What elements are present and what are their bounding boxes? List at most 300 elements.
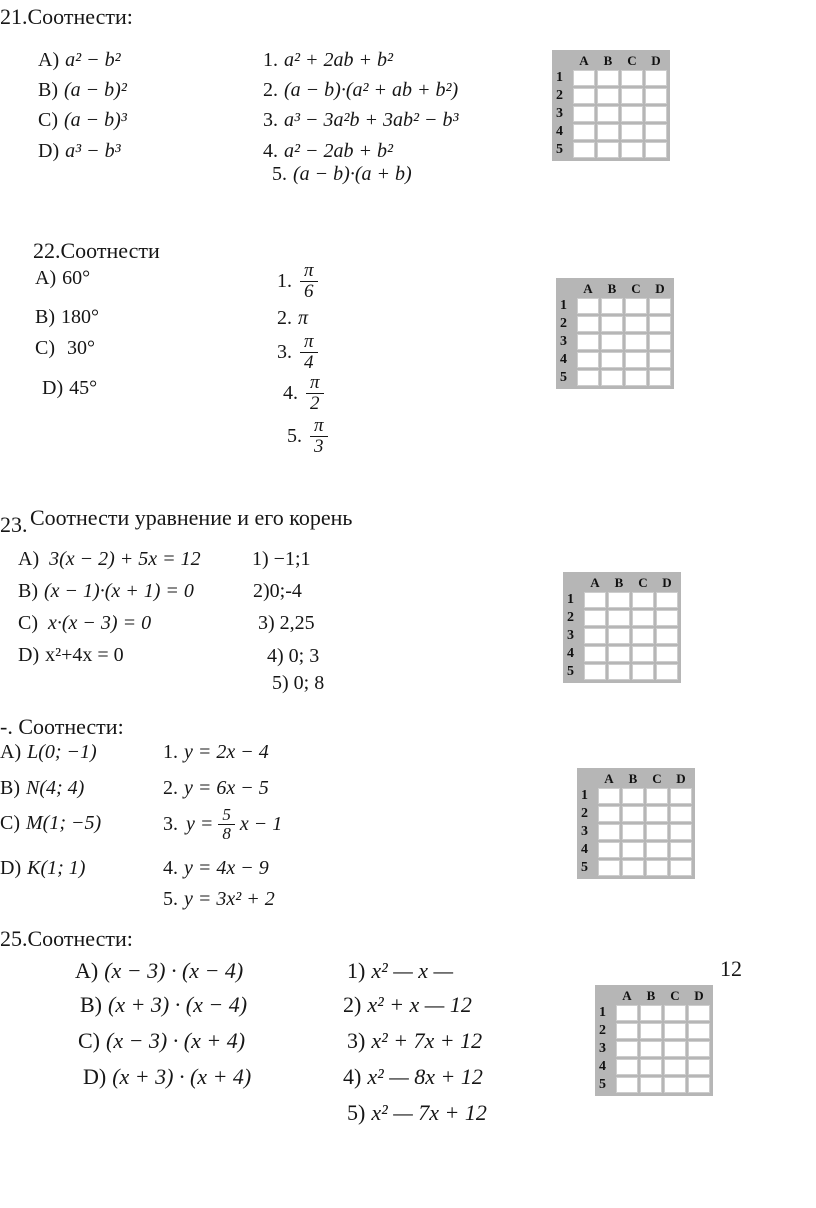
option-label: B) (0, 777, 20, 799)
item-label: 5. (287, 425, 302, 448)
grid-cell[interactable] (573, 106, 595, 122)
item-expression: y = 6x − 5 (184, 777, 269, 799)
grid-col-header: B (628, 770, 638, 786)
grid-cell[interactable] (598, 806, 620, 822)
item-expression: x² — 8x + 12 (367, 1064, 483, 1089)
ex24-item-4 (163, 856, 269, 880)
option-expression: (x − 3) · (x − 4) (104, 958, 244, 983)
grid-cell[interactable] (670, 842, 692, 858)
ex25-item-1-overflow: 12 (720, 956, 742, 981)
item-label: 2. (263, 79, 278, 101)
option-label: B) (80, 992, 102, 1017)
item-value: 0;-4 (269, 580, 302, 602)
grid-cell[interactable] (608, 664, 630, 680)
grid-row (565, 645, 679, 663)
grid-col-header: C (670, 987, 680, 1003)
item-label: 3) (258, 612, 275, 634)
ex21-option-b (38, 78, 127, 102)
grid-col-header: D (694, 987, 704, 1003)
grid-cell[interactable] (622, 788, 644, 804)
grid-row-header: 3 (560, 334, 567, 349)
option-value: 180° (61, 306, 99, 328)
grid-cell[interactable] (649, 316, 671, 332)
ex23-item-1 (252, 547, 311, 571)
grid-cell[interactable] (632, 628, 654, 644)
grid-cell[interactable] (649, 370, 671, 386)
answer-grid-24 (577, 768, 695, 879)
item-label: 2. (277, 307, 292, 329)
grid-row-header: 2 (567, 610, 574, 625)
ex25-option-b (80, 992, 247, 1018)
item-label: 4. (163, 857, 178, 879)
grid-cell[interactable] (622, 842, 644, 858)
ex25-option-a (75, 958, 243, 984)
grid-cell[interactable] (601, 298, 623, 314)
grid-cell[interactable] (616, 1005, 638, 1021)
ex24-option-a (0, 740, 97, 764)
item-label: 1. (163, 741, 178, 763)
grid-cell[interactable] (584, 610, 606, 626)
item-expression: (a − b)·(a² + ab + b²) (284, 79, 459, 101)
grid-row-header: 3 (599, 1041, 606, 1056)
ex23-item-2 (253, 579, 302, 603)
ex24-item-2 (163, 776, 269, 800)
grid-cell[interactable] (625, 316, 647, 332)
grid-cell[interactable] (645, 106, 667, 122)
grid-cell[interactable] (670, 860, 692, 876)
grid-row (565, 609, 679, 627)
ex24-item-1 (163, 740, 269, 764)
ex21-item-4 (263, 139, 393, 163)
ex21-item-2 (263, 78, 458, 102)
grid-cell[interactable] (616, 1023, 638, 1039)
grid-cell[interactable] (597, 106, 619, 122)
item-label: 3. (263, 109, 278, 131)
grid-cell[interactable] (601, 334, 623, 350)
grid-row (558, 315, 672, 333)
exercise-23-title: Соотнести уравнение и его корень (30, 505, 353, 530)
grid-cell[interactable] (608, 628, 630, 644)
item-expression: x² + 7x + 12 (371, 1028, 483, 1053)
grid-col-header: D (655, 280, 665, 296)
grid-col-header: A (622, 987, 632, 1003)
option-expression: (a − b)³ (64, 109, 127, 131)
option-label: D) (42, 377, 64, 399)
grid-row (597, 1004, 711, 1022)
grid-row-header: 4 (581, 842, 588, 857)
grid-cell[interactable] (625, 370, 647, 386)
grid-row-header: 1 (567, 592, 574, 607)
grid-cell[interactable] (632, 664, 654, 680)
item-expression: x² — 7x + 12 (371, 1100, 487, 1125)
option-point: K(1; 1) (27, 857, 86, 879)
grid-row (565, 663, 679, 681)
item-expression: y = 4x − 9 (184, 857, 269, 879)
option-point: L(0; −1) (27, 741, 97, 763)
grid-cell[interactable] (656, 610, 678, 626)
grid-row (579, 841, 693, 859)
option-value: 45° (69, 377, 98, 399)
grid-cell[interactable] (573, 88, 595, 104)
grid-row-header: 2 (599, 1023, 606, 1038)
grid-cell[interactable] (577, 370, 599, 386)
exercise-25-title: 25.Соотнести: (0, 926, 133, 951)
ex22-option-d (42, 376, 97, 400)
item-label: 1. (263, 49, 278, 71)
grid-cell[interactable] (577, 334, 599, 350)
grid-col-header: C (652, 770, 662, 786)
grid-row-header: 1 (556, 70, 563, 85)
grid-cell[interactable] (616, 1041, 638, 1057)
ex25-option-c (78, 1028, 245, 1054)
grid-header-row (597, 987, 711, 1004)
ex23-option-c (18, 611, 151, 635)
option-value: 60° (62, 267, 91, 289)
grid-row-header: 4 (560, 352, 567, 367)
ex25-item-1 (347, 958, 453, 984)
grid-row (565, 627, 679, 645)
grid-cell[interactable] (646, 860, 668, 876)
grid-cell[interactable] (597, 70, 619, 86)
grid-row-header: 2 (581, 806, 588, 821)
grid-col-header: B (614, 574, 624, 590)
grid-cell[interactable] (664, 1023, 686, 1039)
grid-cell[interactable] (621, 124, 643, 140)
grid-cell[interactable] (584, 646, 606, 662)
grid-cell[interactable] (664, 1077, 686, 1093)
ex23-option-a (18, 547, 201, 571)
answer-grid-25 (595, 985, 713, 1096)
grid-row-header: 4 (599, 1059, 606, 1074)
option-label: C) (38, 109, 58, 131)
grid-cell[interactable] (632, 610, 654, 626)
grid-cell[interactable] (656, 592, 678, 608)
grid-cell[interactable] (649, 334, 671, 350)
grid-cell[interactable] (646, 842, 668, 858)
grid-cell[interactable] (688, 1005, 710, 1021)
option-point: N(4; 4) (26, 777, 85, 799)
item-label: 4) (343, 1064, 362, 1089)
grid-row-header: 3 (556, 106, 563, 121)
item-label: 1. (277, 270, 292, 293)
grid-cell[interactable] (616, 1077, 638, 1093)
option-expression: (x + 3) · (x + 4) (112, 1064, 252, 1089)
option-label: B) (38, 79, 58, 101)
grid-cell[interactable] (656, 646, 678, 662)
item-expression: y = 2x − 4 (184, 741, 269, 763)
grid-cell[interactable] (640, 1023, 662, 1039)
item-label: 5) (272, 672, 289, 694)
grid-cell[interactable] (656, 664, 678, 680)
item-value: π (298, 307, 309, 329)
grid-row-header: 5 (581, 860, 588, 875)
grid-row-header: 5 (567, 664, 574, 679)
grid-cell[interactable] (625, 352, 647, 368)
grid-cell[interactable] (621, 88, 643, 104)
grid-cell[interactable] (601, 370, 623, 386)
option-expression: (x − 3) · (x + 4) (106, 1028, 246, 1053)
ex21-item-5 (272, 162, 412, 186)
grid-cell[interactable] (670, 788, 692, 804)
grid-row (554, 69, 668, 87)
fraction: $\frac{5}{8}$ (218, 806, 235, 843)
ex22-option-b (35, 305, 99, 329)
option-label: A) (18, 548, 40, 570)
grid-cell[interactable] (577, 316, 599, 332)
grid-cell[interactable] (688, 1059, 710, 1075)
exercise-21-title: 21.Соотнести: (0, 4, 133, 29)
option-label: A) (38, 49, 60, 71)
grid-cell[interactable] (645, 88, 667, 104)
grid-row (597, 1058, 711, 1076)
answer-grid-21 (552, 50, 670, 161)
item-expression: x² — x — (371, 958, 454, 983)
grid-cell[interactable] (598, 860, 620, 876)
grid-cell[interactable] (597, 124, 619, 140)
ex23-item-3 (258, 611, 315, 635)
grid-cell[interactable] (598, 842, 620, 858)
exercise-22-title: 22.Соотнести (33, 238, 160, 263)
ex22-item-3 (277, 332, 318, 373)
grid-cell[interactable] (640, 1059, 662, 1075)
ex22-option-c (35, 336, 95, 360)
ex25-item-4 (343, 1064, 483, 1090)
item-expression: y = 3x² + 2 (184, 888, 275, 910)
grid-cell[interactable] (577, 298, 599, 314)
grid-cell[interactable] (608, 646, 630, 662)
grid-cell[interactable] (597, 142, 619, 158)
item-expression: a² − 2ab + b² (284, 140, 393, 162)
grid-cell[interactable] (622, 860, 644, 876)
grid-cell[interactable] (649, 298, 671, 314)
grid-cell[interactable] (646, 788, 668, 804)
item-expression: x² + x — 12 (367, 992, 472, 1017)
item-expression: (a − b)·(a + b) (293, 163, 412, 185)
option-label: C) (78, 1028, 100, 1053)
grid-cell[interactable] (645, 142, 667, 158)
grid-row (558, 369, 672, 387)
grid-row (554, 141, 668, 159)
item-expression-post: x − 1 (239, 813, 283, 836)
grid-cell[interactable] (646, 806, 668, 822)
option-expression: (x − 1)·(x + 1) = 0 (44, 580, 194, 602)
ex21-option-a (38, 48, 121, 72)
item-value: 0; 8 (288, 672, 325, 694)
ex21-item-1 (263, 48, 393, 72)
answer-grid-23 (563, 572, 681, 683)
ex25-item-5 (347, 1100, 487, 1126)
grid-cell[interactable] (625, 334, 647, 350)
option-label: C) (35, 337, 55, 359)
grid-cell[interactable] (601, 352, 623, 368)
ex22-item-4 (283, 373, 324, 414)
grid-col-header: B (603, 52, 613, 68)
grid-col-header: A (579, 52, 589, 68)
ex22-item-1 (277, 261, 318, 302)
grid-header-row (565, 574, 679, 591)
grid-cell[interactable] (584, 592, 606, 608)
option-label: D) (0, 857, 22, 879)
grid-cell[interactable] (622, 824, 644, 840)
ex24-item-5 (163, 887, 275, 911)
ex25-option-d (83, 1064, 251, 1090)
grid-row (554, 105, 668, 123)
grid-col-header: B (607, 280, 617, 296)
grid-cell[interactable] (608, 592, 630, 608)
fraction: $\frac{\pi}{4}$ (300, 332, 318, 373)
item-label: 4) (267, 645, 284, 667)
ex21-option-c (38, 108, 127, 132)
item-expression: a² + 2ab + b² (284, 49, 393, 71)
item-label: 1) (252, 548, 269, 570)
grid-cell[interactable] (616, 1059, 638, 1075)
item-label: 2) (343, 992, 362, 1017)
option-expression: a³ − b³ (65, 140, 121, 162)
grid-row-header: 5 (556, 142, 563, 157)
item-label: 5) (347, 1100, 366, 1125)
grid-cell[interactable] (640, 1077, 662, 1093)
grid-cell[interactable] (688, 1077, 710, 1093)
option-expression: x²+4x = 0 (45, 644, 124, 666)
grid-cell[interactable] (622, 806, 644, 822)
grid-cell[interactable] (688, 1023, 710, 1039)
option-expression: a² − b² (65, 49, 121, 71)
grid-row (579, 805, 693, 823)
ex22-item-5 (287, 416, 328, 457)
item-expression: a³ − 3a²b + 3ab² − b³ (284, 109, 459, 131)
option-expression: (a − b)² (64, 79, 127, 101)
ex23-option-d (18, 643, 124, 667)
grid-col-header: B (646, 987, 656, 1003)
grid-cell[interactable] (573, 70, 595, 86)
option-expression: (x + 3) · (x − 4) (108, 992, 248, 1017)
item-label: 5. (163, 888, 178, 910)
grid-row (597, 1076, 711, 1094)
grid-cell[interactable] (621, 106, 643, 122)
grid-cell[interactable] (621, 70, 643, 86)
grid-row (554, 87, 668, 105)
grid-row-header: 2 (560, 316, 567, 331)
grid-header-row (554, 52, 668, 69)
grid-cell[interactable] (670, 806, 692, 822)
item-value: 2,25 (274, 612, 315, 634)
ex22-item-2 (277, 306, 308, 330)
grid-cell[interactable] (670, 824, 692, 840)
grid-cell[interactable] (688, 1041, 710, 1057)
answer-grid-22 (556, 278, 674, 389)
grid-cell[interactable] (584, 628, 606, 644)
grid-cell[interactable] (601, 316, 623, 332)
grid-header-row (558, 280, 672, 297)
grid-cell[interactable] (640, 1005, 662, 1021)
grid-col-header: C (627, 52, 637, 68)
option-label: B) (35, 306, 55, 328)
option-label: C) (0, 812, 20, 834)
grid-col-header: D (651, 52, 661, 68)
option-label: A) (35, 267, 57, 289)
exercise-23-number: 23. (0, 512, 28, 537)
grid-cell[interactable] (584, 664, 606, 680)
option-expression: 3(x − 2) + 5x = 12 (49, 548, 201, 570)
item-label: 2. (163, 777, 178, 799)
grid-cell[interactable] (621, 142, 643, 158)
ex23-item-5 (272, 671, 324, 695)
ex25-item-3 (347, 1028, 482, 1054)
option-label: C) (18, 612, 38, 634)
grid-cell[interactable] (640, 1041, 662, 1057)
grid-cell[interactable] (664, 1059, 686, 1075)
grid-cell[interactable] (608, 610, 630, 626)
ex21-option-d (38, 139, 121, 163)
grid-row-header: 1 (581, 788, 588, 803)
item-label: 5. (272, 163, 287, 185)
grid-cell[interactable] (649, 352, 671, 368)
fraction: $\frac{\pi}{2}$ (306, 373, 324, 414)
option-label: D) (18, 644, 40, 666)
grid-cell[interactable] (597, 88, 619, 104)
item-expression-pre: y = (186, 813, 214, 836)
grid-header-row (579, 770, 693, 787)
grid-cell[interactable] (646, 824, 668, 840)
ex24-option-d (0, 856, 85, 880)
grid-cell[interactable] (656, 628, 678, 644)
grid-cell[interactable] (632, 646, 654, 662)
grid-cell[interactable] (573, 142, 595, 158)
grid-row-header: 5 (599, 1077, 606, 1092)
ex24-option-c (0, 811, 101, 835)
grid-row-header: 5 (560, 370, 567, 385)
exercise-24-title: -. Соотнести: (0, 714, 124, 739)
option-label: A) (0, 741, 22, 763)
item-label: 4. (283, 382, 298, 405)
item-label: 1) (347, 958, 366, 983)
grid-cell[interactable] (664, 1041, 686, 1057)
grid-cell[interactable] (598, 788, 620, 804)
grid-col-header: A (590, 574, 600, 590)
ex22-option-a (35, 266, 90, 290)
grid-cell[interactable] (632, 592, 654, 608)
grid-row (558, 297, 672, 315)
grid-cell[interactable] (598, 824, 620, 840)
item-label: 3. (163, 813, 178, 836)
grid-row (579, 859, 693, 877)
grid-cell[interactable] (645, 70, 667, 86)
ex25-item-2 (343, 992, 472, 1018)
grid-col-header: C (638, 574, 648, 590)
ex21-item-3 (263, 108, 458, 132)
grid-row (565, 591, 679, 609)
option-label: B) (18, 580, 38, 602)
ex23-item-4 (267, 644, 319, 668)
option-expression: x·(x − 3) = 0 (48, 612, 152, 634)
option-label: D) (38, 140, 60, 162)
option-label: D) (83, 1064, 107, 1089)
grid-row (579, 823, 693, 841)
grid-cell[interactable] (664, 1005, 686, 1021)
item-label: 3) (347, 1028, 366, 1053)
item-value: −1;1 (268, 548, 311, 570)
grid-row-header: 4 (556, 124, 563, 139)
grid-cell[interactable] (625, 298, 647, 314)
ex24-option-b (0, 776, 84, 800)
option-value: 30° (67, 337, 95, 359)
grid-cell[interactable] (573, 124, 595, 140)
grid-cell[interactable] (645, 124, 667, 140)
fraction: $\frac{\pi}{3}$ (310, 416, 328, 457)
grid-cell[interactable] (577, 352, 599, 368)
grid-row-header: 4 (567, 646, 574, 661)
item-label: 2) (253, 580, 270, 602)
